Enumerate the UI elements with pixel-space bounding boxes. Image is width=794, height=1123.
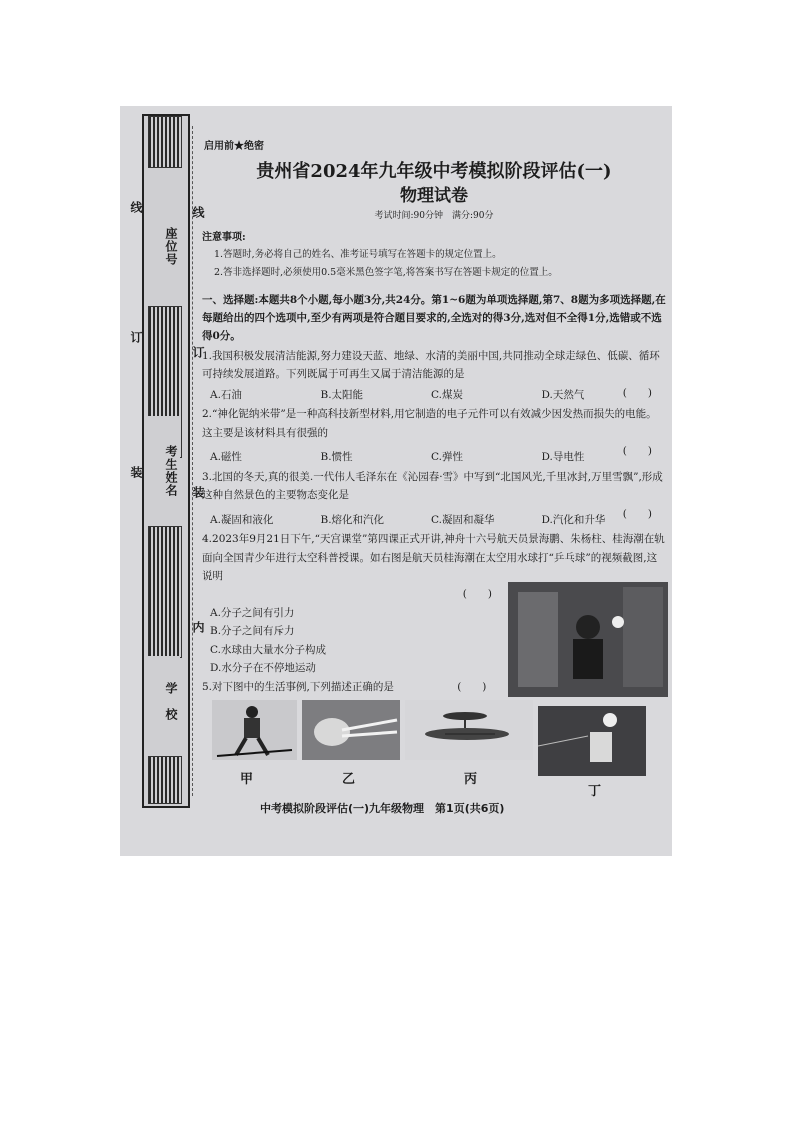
exam-meta: 考试时间:90分钟 满分:90分 xyxy=(374,210,494,221)
skier-graphic xyxy=(212,700,297,760)
chopsticks-photo xyxy=(302,700,400,760)
inner-mark: 内 xyxy=(191,621,205,633)
caption-ding: 丁 xyxy=(588,784,602,799)
binding-margin xyxy=(120,106,205,856)
option: D.水分子在不停地运动 xyxy=(210,661,316,674)
question-stem: 1.我国积极发展清洁能源,努力建设天蓝、地绿、水清的美丽中国,共同推动全球走绿色、低碳、循环可持续发展道路。下列既属于可再生又属于清洁能源的是 xyxy=(202,349,660,381)
aircraft-photo xyxy=(405,700,533,760)
bind-mark-right: 装 xyxy=(191,486,205,498)
skier-photo xyxy=(212,700,297,760)
binding-pattern xyxy=(148,756,182,804)
question-3 xyxy=(202,468,666,530)
options xyxy=(202,511,666,529)
answer-paren: ( ) xyxy=(622,445,652,458)
exam-title: 贵州省2024年九年级中考模拟阶段评估(一) xyxy=(256,160,612,182)
option: B.熔化和汽化 xyxy=(320,513,385,526)
binding-pattern xyxy=(148,116,182,168)
section-heading: 一、选择题:本题共8个小题,每小题3分,共24分。第1~6题为单项选择题,第7、8题为多项选择题,在每题给出的四个选项中,至少有两项是符合题目要求的,全选对的得3分,选对但不全得1分,选错或不选得0分。 xyxy=(202,294,666,343)
option: A.石油 xyxy=(210,388,242,401)
question-stem: 4.2023年9月21日下午,“天宫课堂”第四课正式开讲,神舟十六号航天员景海鹏、朱杨柱、桂海潮在轨面向全国青少年进行太空科普授课。如右图是航天员桂海潮在太空用水球打“乒乓球”的视频截图,这说明 xyxy=(202,533,665,583)
seat-number-label: 座位号 xyxy=(164,226,178,266)
order-mark-right: 订 xyxy=(191,346,205,358)
answer-paren: ( ) xyxy=(462,588,492,601)
option: D.天然气 xyxy=(541,388,585,401)
binding-strip xyxy=(142,114,190,808)
binding-dashed-line xyxy=(192,126,193,796)
notice-item: 1.答题时,务必将自己的姓名、准考证号填写在答题卡的规定位置上。 xyxy=(214,249,502,261)
question-stem: 2.“神化铌纳米带”是一种高科技新型材料,用它制造的电子元件可以有效减少因发热而损失的电能。这主要是该材料具有很强的 xyxy=(202,408,657,439)
answer-paren: ( ) xyxy=(457,681,487,694)
option: A.分子之间有引力 xyxy=(210,606,295,619)
aircraft-graphic xyxy=(405,700,533,760)
option: C.凝固和凝华 xyxy=(431,513,495,526)
option: B.分子之间有斥力 xyxy=(210,625,295,638)
option: C.水球由大量水分子构成 xyxy=(210,643,326,656)
binding-pattern xyxy=(148,526,182,658)
options xyxy=(202,386,666,404)
candidate-name-label: 考生姓名 xyxy=(148,416,180,526)
option: C.煤炭 xyxy=(431,388,463,401)
school-label: 学 校 xyxy=(148,656,180,746)
page-footer: 中考模拟阶段评估(一)九年级物理 第1页(共6页) xyxy=(260,802,505,815)
option: B.太阳能 xyxy=(320,388,364,401)
options xyxy=(202,448,666,466)
caption-bing: 丙 xyxy=(464,772,478,787)
exam-subtitle: 物理试卷 xyxy=(400,185,468,206)
question-1 xyxy=(202,347,666,405)
confidential-label: 启用前★绝密 xyxy=(204,141,264,152)
option: A.凝固和液化 xyxy=(210,513,274,526)
option: B.惯性 xyxy=(320,451,353,464)
chopsticks-graphic xyxy=(302,700,400,760)
notice-item: 2.答非选择题时,必须使用0.5毫米黑色签字笔,将答案书写在答题卡规定的位置上。 xyxy=(214,267,558,279)
volleyball-graphic xyxy=(538,706,646,776)
question-stem: 5.对下图中的生活事例,下列描述正确的是 xyxy=(202,681,394,694)
line-mark-right: 线 xyxy=(191,206,205,218)
option: D.汽化和升华 xyxy=(541,513,606,526)
notice-heading: 注意事项: xyxy=(202,231,246,243)
astronaut-photo xyxy=(508,582,668,697)
caption-yi: 乙 xyxy=(342,772,356,787)
astronaut-photo-graphic xyxy=(508,582,668,697)
caption-jia: 甲 xyxy=(240,772,254,787)
option: C.弹性 xyxy=(431,451,463,464)
question-stem: 3.北国的冬天,真的很美.一代伟人毛泽东在《沁园春·雪》中写到“北国风光,千里冰封,万里雪飘”,形成这种自然景色的主要物态变化是 xyxy=(202,470,663,502)
bind-mark: 装 xyxy=(129,466,143,478)
exam-paper xyxy=(120,106,672,856)
volleyball-photo xyxy=(538,706,646,776)
line-mark: 线 xyxy=(129,201,143,213)
question-2 xyxy=(202,405,666,467)
order-mark: 订 xyxy=(129,331,143,343)
option: D.导电性 xyxy=(541,451,585,464)
answer-paren: ( ) xyxy=(622,386,652,399)
option: A.磁性 xyxy=(210,451,242,464)
answer-paren: ( ) xyxy=(622,507,652,520)
